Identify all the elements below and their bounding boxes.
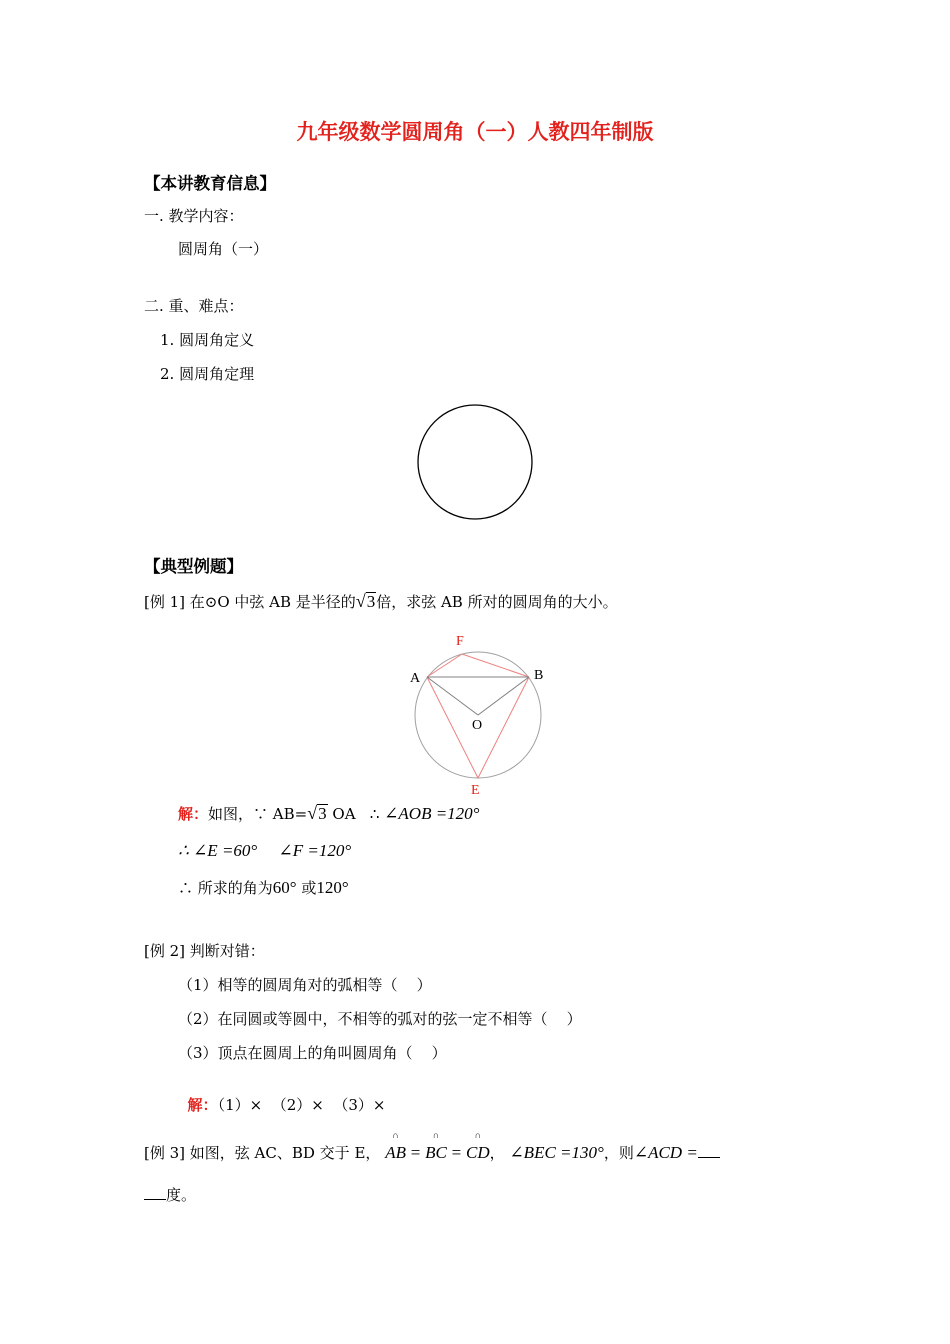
example2-item: （2）在同圆或等圆中，不相等的弧对的弦一定不相等（ ） <box>178 1010 582 1028</box>
line-BF <box>462 654 529 677</box>
key-point-item: 2. 圆周角定理 <box>160 365 255 383</box>
label-A: A <box>410 671 421 686</box>
document-title: 九年级数学圆周角（一）人教四年制版 <box>296 120 654 144</box>
teaching-content-heading: 一. 教学内容： <box>144 207 244 225</box>
example2-item: （1）相等的圆周角对的弧相等（ ） <box>178 976 432 994</box>
teaching-content-topic: 圆周角（一） <box>178 240 269 258</box>
radius-OB <box>478 677 529 715</box>
circle-outline <box>418 405 532 519</box>
circle-figure <box>412 400 538 524</box>
key-point-item: 1. 圆周角定义 <box>160 331 255 349</box>
example3-statement: [例 3] 如图，弦 AC、BD 交于 E， ∩ AB = ∩ BC = ∩ CD， ∠BEC =130°，则∠ACD = <box>144 1142 720 1163</box>
example3-tail: 度。 <box>144 1184 196 1205</box>
answer-blank-continued[interactable] <box>144 1185 166 1200</box>
example2-solution: 解：（1）× （2）× （3）× <box>187 1096 386 1114</box>
example1-statement: [例 1] 在⊙O 中弦 AB 是半径的√3倍，求弦 AB 所对的圆周角的大小。 <box>144 591 618 611</box>
line-AE <box>427 677 478 778</box>
examples-heading: 【典型例题】 <box>144 557 243 576</box>
radius-OA <box>427 677 478 715</box>
label-B: B <box>534 668 544 683</box>
example1-solution-line2: ∴ ∠E =60° ∠F =120° <box>178 841 352 860</box>
example1-figure <box>400 628 560 800</box>
label-O: O <box>472 718 483 733</box>
example1-solution-line1: 解：如图，∵ AB=√3 OA ∴ ∠AOB =120° <box>178 803 480 823</box>
example2-item: （3）顶点在圆周上的角叫圆周角（ ） <box>178 1044 447 1062</box>
label-E: E <box>471 783 480 798</box>
example1-solution-line3: ∴ 所求的角为60° 或120° <box>178 878 349 897</box>
example2-heading: [例 2] 判断对错： <box>144 942 265 960</box>
line-BE <box>478 677 529 778</box>
key-points-heading: 二. 重、难点： <box>144 297 244 315</box>
line-AF <box>427 654 462 677</box>
info-heading: 【本讲教育信息】 <box>144 174 276 193</box>
label-F: F <box>456 634 464 649</box>
answer-blank[interactable] <box>698 1143 720 1158</box>
